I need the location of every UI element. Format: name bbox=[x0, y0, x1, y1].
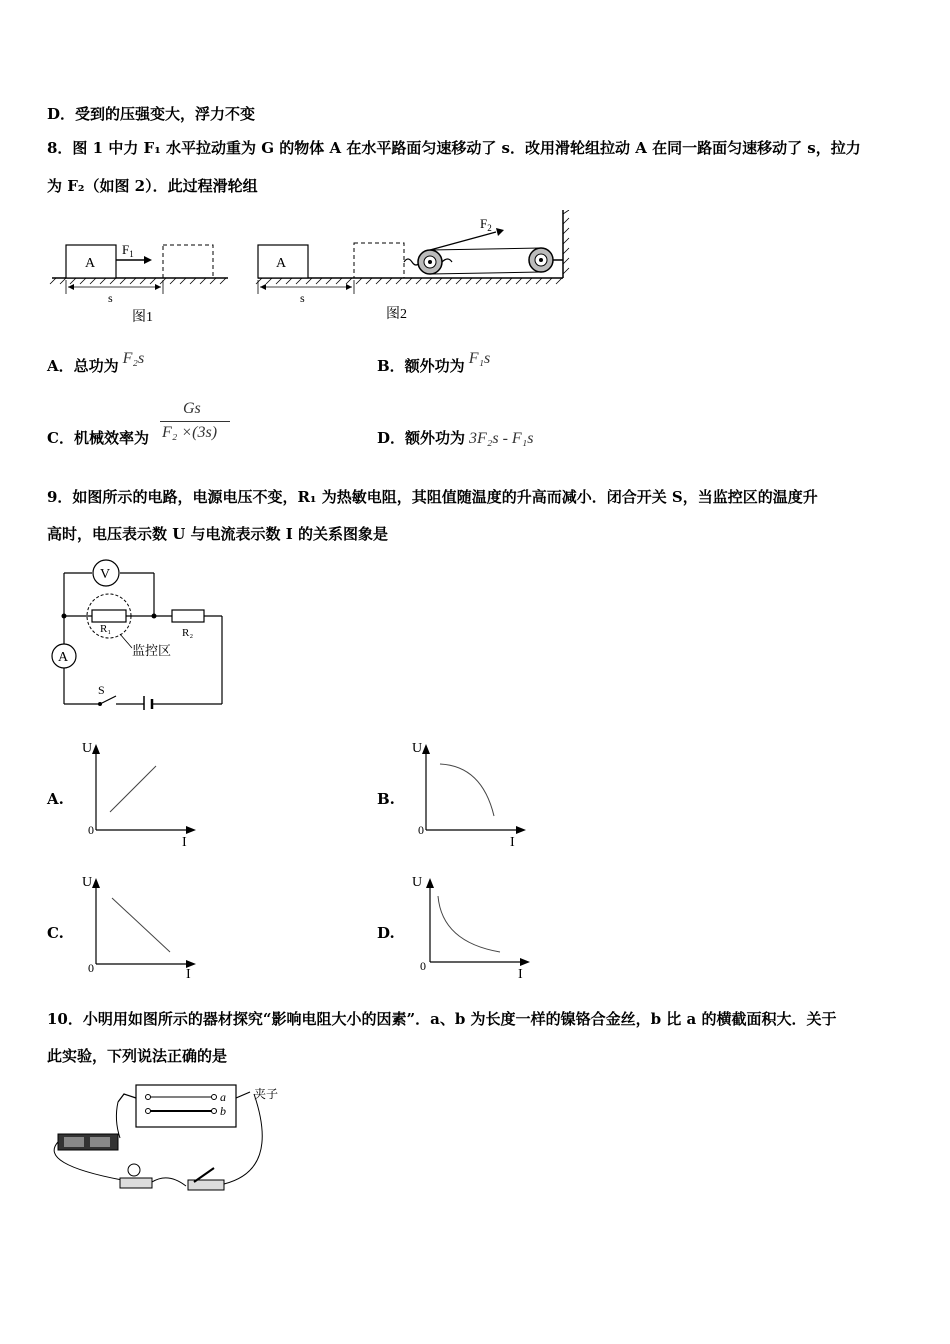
q9-graph-a bbox=[80, 738, 200, 850]
q8-figure-2 bbox=[256, 210, 569, 322]
q8-stem-line1: 8．图 1 中力 F₁ 水平拉动重为 G 的物体 A 在水平路面匀速移动了 s．改用滑轮组拉动 A 在同一路面匀速移动了 s，拉力 bbox=[47, 139, 861, 157]
q9-r2-label: R₂ bbox=[182, 627, 194, 639]
q9-r1-label: R₁ bbox=[100, 623, 112, 635]
q9-graph-d-curve bbox=[438, 896, 500, 952]
q8-fig1-block-label: A bbox=[85, 256, 96, 271]
q9-resistor-r1 bbox=[92, 610, 126, 622]
q9-switch bbox=[100, 696, 116, 704]
q9-monitor-zone-label: 监控区 bbox=[132, 643, 172, 658]
q9-switch-label: S bbox=[98, 683, 105, 697]
q10-switch bbox=[188, 1180, 224, 1190]
q9-stem-line1: 9．如图所示的电路，电源电压不变，R₁ 为热敏电阻，其阻值随温度的升高而减小．闭合开关 S，当监控区的温度升 bbox=[47, 488, 818, 506]
q9-circuit bbox=[48, 558, 238, 710]
q9-graph-c-y-label: U bbox=[82, 875, 93, 890]
q10-stem-line2: 此实验，下列说法正确的是 bbox=[47, 1047, 228, 1065]
q10-clip-label: 夹子 bbox=[254, 1087, 279, 1101]
q9-option-a-label: A. bbox=[47, 790, 64, 808]
q9-graph-d-origin: 0 bbox=[420, 959, 426, 973]
q9-graph-d-x-label: I bbox=[518, 967, 523, 982]
q8-fig2-distance-label: s bbox=[300, 291, 305, 305]
q10-clip bbox=[236, 1092, 250, 1098]
q8-fig1-distance-label: s bbox=[108, 291, 113, 305]
q8-option-a: A．总功为 F₂s bbox=[47, 350, 145, 375]
q10-apparatus bbox=[44, 1080, 304, 1200]
q8-fig2-force-arrow bbox=[430, 232, 496, 250]
svg-text:F2: $F_2$ bbox=[480, 216, 492, 233]
q8-fig2-block-label: A bbox=[276, 256, 287, 271]
q9-graph-b-origin: 0 bbox=[418, 823, 424, 837]
q8-fig2-dashed-block bbox=[354, 243, 404, 278]
q8-option-d: D．额外功为 3F₂s - F₁s bbox=[377, 429, 534, 447]
q9-graph-d-y-label: U bbox=[412, 875, 423, 890]
q9-ammeter-label: A bbox=[58, 650, 69, 665]
q9-option-d-label: D. bbox=[377, 924, 395, 942]
q9-option-b-label: B. bbox=[377, 790, 395, 808]
q8-stem-line2: 为 F₂（如图 2）．此过程滑轮组 bbox=[47, 177, 258, 195]
q9-voltmeter-label: V bbox=[100, 567, 111, 582]
q9-graph-b-curve bbox=[440, 764, 494, 816]
q9-graph-a-x-label: I bbox=[182, 835, 187, 850]
q8-option-c-label: C．机械效率为 bbox=[47, 429, 149, 447]
q9-graph-c-origin: 0 bbox=[88, 961, 94, 975]
q9-graph-c bbox=[80, 872, 200, 984]
q8-fig2-force-label: F bbox=[480, 216, 488, 231]
q8-fig1-force-label: F bbox=[122, 242, 130, 257]
q9-graph-b-y-label: U bbox=[412, 741, 423, 756]
q9-graph-b bbox=[410, 738, 530, 850]
q8-option-c-fraction-bar bbox=[160, 421, 230, 422]
q9-graph-a-origin: 0 bbox=[88, 823, 94, 837]
q9-graph-c-x-label: I bbox=[186, 967, 191, 982]
q7-option-d: D．受到的压强变大，浮力不变 bbox=[47, 105, 256, 123]
q8-fig1-dashed-block bbox=[163, 245, 213, 278]
svg-text:F1: $F_1$ bbox=[122, 242, 134, 259]
q10-wire-b-label: b bbox=[220, 1104, 226, 1118]
q9-graph-a-curve bbox=[110, 766, 156, 812]
q8-fig1-caption: 图1 bbox=[132, 310, 153, 325]
q9-graph-a-y-label: U bbox=[82, 741, 93, 756]
q9-graph-c-curve bbox=[112, 898, 170, 952]
q9-resistor-r2 bbox=[172, 610, 204, 622]
q9-option-c-label: C. bbox=[47, 924, 64, 942]
q9-graph-b-x-label: I bbox=[510, 835, 515, 850]
q9-stem-line2: 高时，电压表示数 U 与电流表示数 I 的关系图象是 bbox=[47, 525, 388, 543]
q8-option-c-denominator: F₂ ×(3s) bbox=[162, 424, 218, 441]
q8-figure-1 bbox=[50, 242, 228, 325]
q9-graph-d bbox=[410, 872, 535, 984]
q10-wire-a-label: a bbox=[220, 1090, 226, 1104]
q8-option-b: B．额外功为 F₁s bbox=[377, 350, 491, 375]
q8-fig2-caption: 图2 bbox=[386, 307, 407, 322]
q8-option-c-numerator: Gs bbox=[183, 400, 201, 417]
q8-figures bbox=[48, 210, 588, 325]
q10-bulb bbox=[128, 1164, 140, 1176]
q10-stem-line1: 10．小明用如图所示的器材探究“影响电阻大小的因素”．a、b 为长度一样的镍铬合金丝，b 比 a 的横截面积大．关于 bbox=[47, 1010, 837, 1028]
